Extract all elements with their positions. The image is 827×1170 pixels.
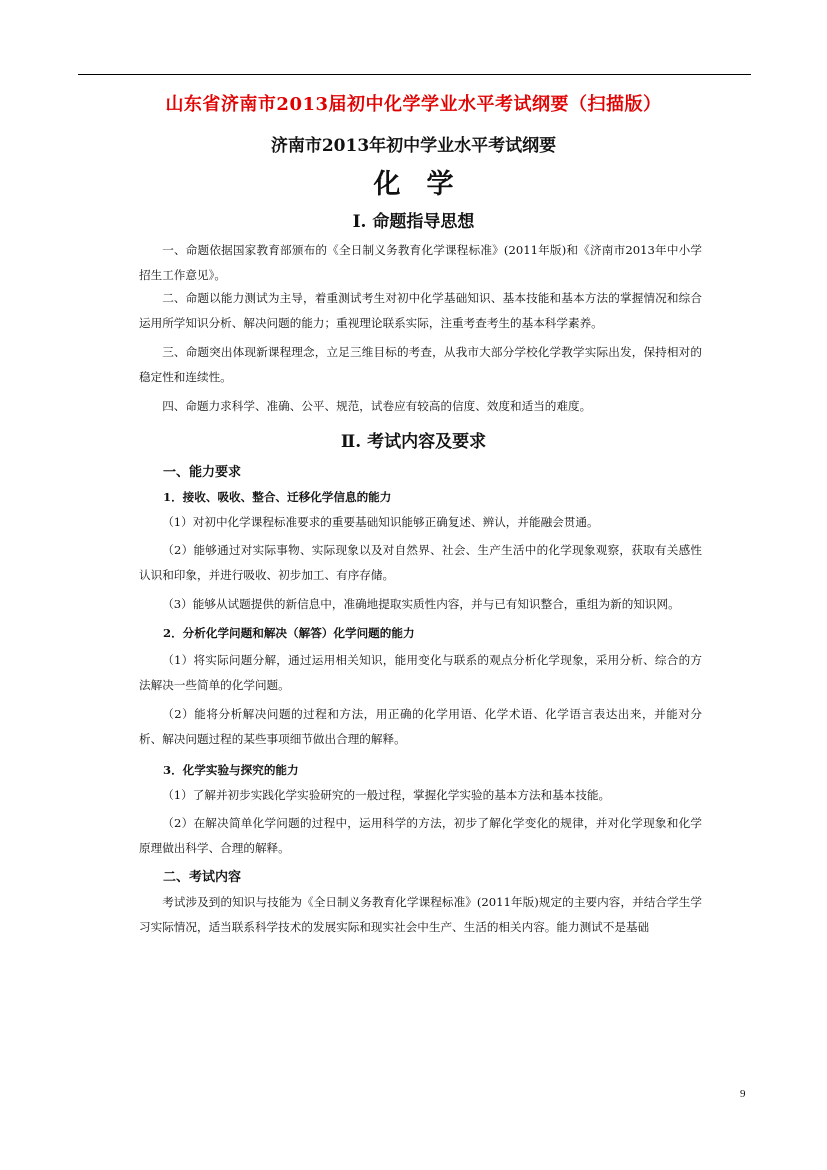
ability-1-item-1: （1）对初中化学课程标准要求的重要基础知识能够正确复述、辨认，并能融会贯通。 xyxy=(162,515,599,529)
document-sub-title: 济南市2013年初中学业水平考试纲要 xyxy=(270,136,557,156)
ability-1-heading: 1．接收、吸收、整合、迁移化学信息的能力 xyxy=(163,490,392,504)
ability-2-heading: 2．分析化学问题和解决（解答）化学问题的能力 xyxy=(163,626,415,640)
section-1-heading: Ⅰ. 命题指导思想 xyxy=(352,212,475,232)
section-1-paragraph-3: 三、命题突出体现新课程理念，立足三维目标的考查，从我市大部分学校化学教学实际出发，保持相对的稳定性和连续性。 xyxy=(139,345,702,384)
exam-content-paragraph: 考试涉及到的知识与技能为《全日制义务教育化学课程标准》(2011年版)规定的主要内容，并结合学生学习实际情况，适当联系科学技术的发展实际和现实社会中生产、生活的相关内容。能力测试不是基础 xyxy=(139,895,702,934)
ability-3-item-1: （1）了解并初步实践化学实验研究的一般过程，掌握化学实验的基本方法和基本技能。 xyxy=(162,788,611,802)
document-red-title: 山东省济南市2013届初中化学学业水平考试纲要（扫描版） xyxy=(165,94,662,115)
ability-requirements-heading: 一、能力要求 xyxy=(163,465,242,480)
section-2-heading: Ⅱ. 考试内容及要求 xyxy=(340,432,487,452)
ability-2-item-2: （2）能将分析解决问题的过程和方法，用正确的化学用语、化学术语、化学语言表达出来，并能对分析、解决问题过程的某些事项细节做出合理的解释。 xyxy=(139,707,702,746)
subject-title: 化学 xyxy=(373,169,480,200)
header-rule xyxy=(78,74,751,75)
section-1-paragraph-4: 四、命题力求科学、准确、公平、规范，试卷应有较高的信度、效度和适当的难度。 xyxy=(162,399,592,413)
section-1-paragraph-2: 二、命题以能力测试为主导，着重测试考生对初中化学基础知识、基本技能和基本方法的掌握情况和综合运用所学知识分析、解决问题的能力；重视理论联系实际，注重考查考生的基本科学素养。 xyxy=(139,291,702,330)
ability-1-item-2: （2）能够通过对实际事物、实际现象以及对自然界、社会、生产生活中的化学现象观察，获取有关感性认识和印象，并进行吸收、初步加工、有序存储。 xyxy=(139,543,702,582)
section-1-paragraph-1: 一、命题依据国家教育部颁布的《全日制义务教育化学课程标准》(2011年版)和《济南市2013年中小学招生工作意见》。 xyxy=(139,243,702,282)
ability-1-item-3: （3）能够从试题提供的新信息中，准确地提取实质性内容，并与已有知识整合，重组为新的知识网。 xyxy=(162,597,680,611)
exam-content-heading: 二、考试内容 xyxy=(163,870,242,885)
ability-3-heading: 3．化学实验与探究的能力 xyxy=(163,763,299,777)
ability-3-item-2: （2）在解决简单化学问题的过程中，运用科学的方法，初步了解化学变化的规律，并对化学现象和化学原理做出科学、合理的解释。 xyxy=(139,816,702,855)
ability-2-item-1: （1）将实际问题分解，通过运用相关知识，能用变化与联系的观点分析化学现象，采用分析、综合的方法解决一些简单的化学问题。 xyxy=(139,653,702,692)
page-number: 9 xyxy=(740,1088,746,1100)
